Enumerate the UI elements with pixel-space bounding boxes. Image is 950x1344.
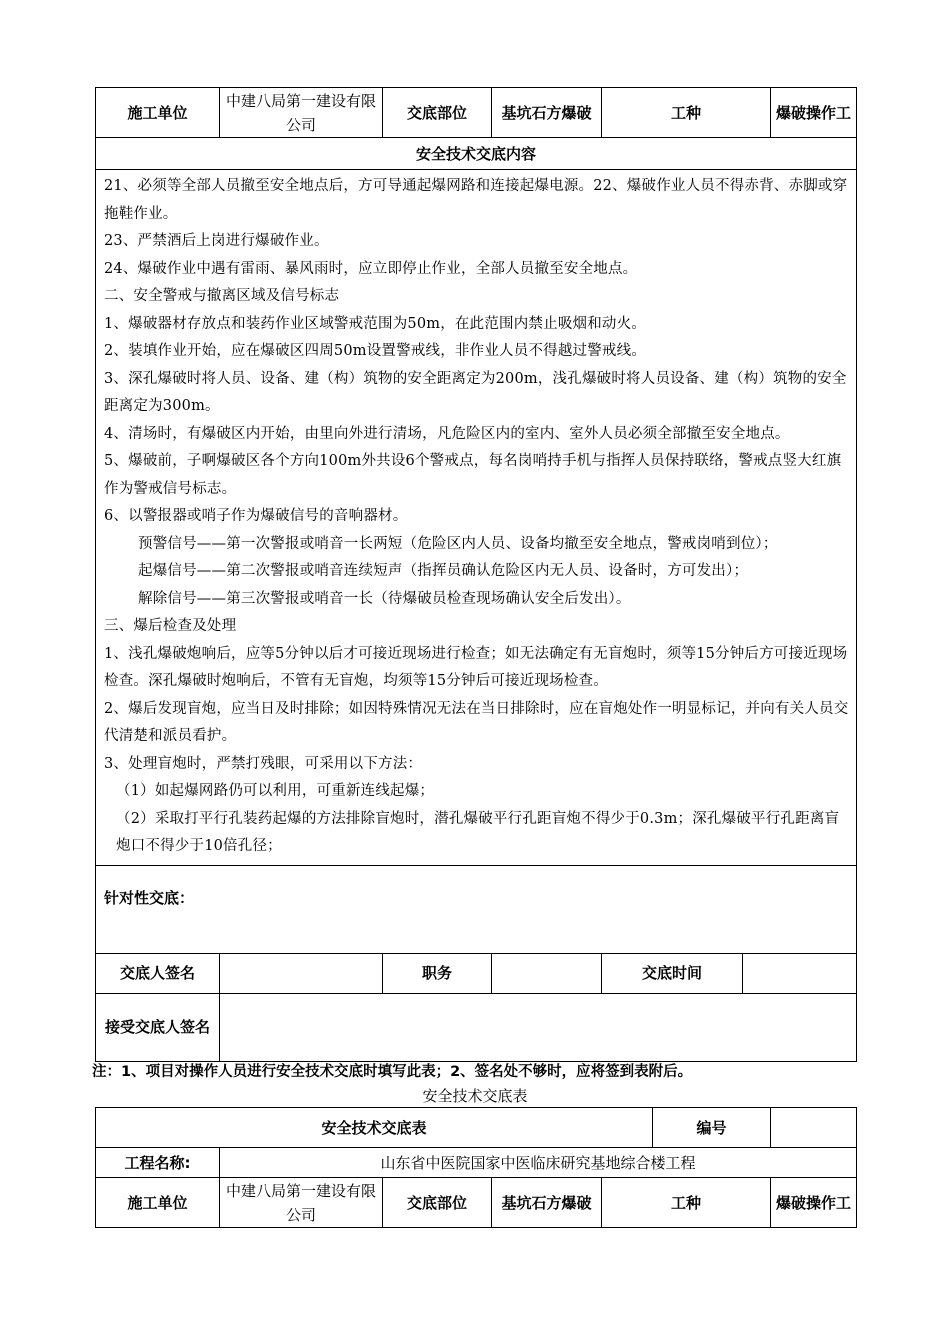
content-line: 1、浅孔爆破炮响后，应等5分钟以后才可接近现场进行检查；如无法确定有无盲炮时，须等15分钟后方可接近现场检查。深孔爆破时炮响后，不管有无盲炮，均须等15分钟后可接近现场检查。: [104, 645, 848, 689]
unit-label: 施工单位: [96, 88, 220, 138]
number-field[interactable]: [771, 1108, 857, 1148]
unit-value: 中建八局第一建设有限公司: [220, 88, 383, 138]
next-page-header-table: [95, 1107, 857, 1228]
disclosure-table: [95, 87, 857, 1062]
targeted-disclosure: 针对性交底：: [96, 865, 857, 953]
form-caption: 安全技术交底表: [422, 1087, 528, 1105]
part-value: 基坑石方爆破: [492, 88, 602, 138]
trade-label: 工种: [602, 1178, 771, 1228]
content-line: 3、深孔爆破时将人员、设备、建（构）筑物的安全距离定为200m，浅孔爆破时将人员设备、建（构）筑物的安全距离定为300m。: [104, 370, 847, 414]
presenter-sign-label: 交底人签名: [96, 953, 220, 993]
content-title: 安全技术交底内容: [96, 138, 857, 170]
receiver-sign-label: 接受交底人签名: [96, 993, 220, 1061]
project-label: 工程名称:: [96, 1148, 220, 1178]
project-value: 山东省中医院国家中医临床研究基地综合楼工程: [220, 1148, 857, 1178]
section-heading: 二、安全警戒与撤离区域及信号标志: [104, 288, 340, 304]
content-line: 24、爆破作业中遇有雷雨、暴风雨时，应立即停止作业，全部人员撤至安全地点。: [104, 260, 638, 277]
part-label: 交底部位: [383, 88, 492, 138]
section-heading: 三、爆后检查及处理: [104, 618, 237, 634]
receiver-sign-field[interactable]: [220, 993, 857, 1061]
method-line: （2）采取打平行孔装药起爆的方法排除盲炮时，潜孔爆破平行孔距盲炮不得少于0.3m；深孔爆破平行孔距离盲炮口不得少于10倍孔径；: [116, 810, 840, 854]
content-line: 21、必须等全部人员撤至安全地点后，方可导通起爆网路和连接起爆电源。22、爆破作业人员不得赤背、赤脚或穿拖鞋作业。: [104, 178, 848, 222]
number-label: 编号: [653, 1108, 771, 1148]
content-line: 2、装填作业开始，应在爆破区四周50m设置警戒线，非作业人员不得越过警戒线。: [104, 343, 647, 359]
form-title: 安全技术交底表: [96, 1108, 653, 1148]
signal-line: 解除信号——第三次警报或哨音一长（待爆破员检查现场确认安全后发出）。: [138, 590, 631, 607]
trade-value: 爆破操作工: [771, 88, 857, 138]
disclosure-content: [96, 170, 857, 866]
time-label: 交底时间: [602, 953, 743, 993]
trade-value: 爆破操作工: [771, 1178, 857, 1228]
part-value: 基坑石方爆破: [492, 1178, 602, 1228]
trade-label: 工种: [602, 88, 771, 138]
position-field[interactable]: [492, 953, 602, 993]
content-line: 4、清场时，有爆破区内开始，由里向外进行清场，凡危险区内的室内、室外人员必须全部撤至安全地点。: [104, 425, 790, 442]
footnote: 注：1、项目对操作人员进行安全技术交底时填写此表；2、签名处不够时，应将签到表附后。: [92, 1064, 693, 1080]
content-line: 2、爆后发现盲炮，应当日及时排除；如因特殊情况无法在当日排除时，应在盲炮处作一明显标记，并向有关人员交代清楚和派员看护。: [104, 700, 849, 744]
content-line: 3、处理盲炮时，严禁打残眼，可采用以下方法：: [104, 755, 423, 772]
signal-line: 起爆信号——第二次警报或哨音连续短声（指挥员确认危险区内无人员、设备时，方可发出）；: [138, 563, 749, 579]
content-line: 1、爆破器材存放点和装药作业区域警戒范围为50m，在此范围内禁止吸烟和动火。: [104, 315, 647, 332]
content-line: 23、严禁酒后上岗进行爆破作业。: [104, 233, 329, 249]
presenter-sign-field[interactable]: [220, 953, 383, 993]
signal-line: 预警信号——第一次警报或哨音一长两短（危险区内人员、设备均撤至安全地点，警戒岗哨到位）；: [138, 535, 778, 552]
position-label: 职务: [383, 953, 492, 993]
time-field[interactable]: [743, 953, 857, 993]
content-line: 5、爆破前，子啊爆破区各个方向100m外共设6个警戒点，每名岗哨持手机与指挥人员保持联络，警戒点竖大红旗作为警戒信号标志。: [104, 453, 842, 497]
unit-label: 施工单位: [96, 1178, 220, 1228]
method-line: （1）如起爆网路仍可以利用，可重新连线起爆；: [116, 783, 435, 799]
content-line: 6、以警报器或哨子作为爆破信号的音响器材。: [104, 508, 408, 524]
unit-value: 中建八局第一建设有限公司: [220, 1178, 383, 1228]
part-label: 交底部位: [383, 1178, 492, 1228]
